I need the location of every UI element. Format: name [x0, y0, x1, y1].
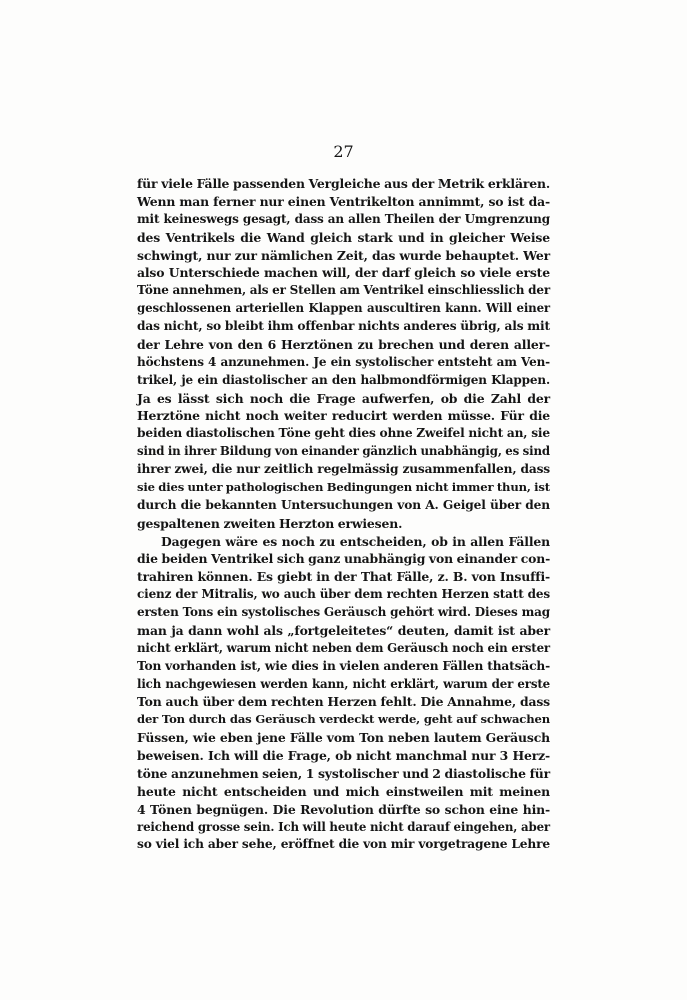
- text-line: Füssen, wie eben jene Fälle vom Ton neben lautem Geräusch: [137, 730, 550, 746]
- text-line: Ton vorhanden ist, wie dies in vielen anderen Fällen thatsäch-: [137, 658, 550, 673]
- text-line: durch die bekannten Untersuchungen von A. Geigel über den: [137, 497, 550, 512]
- text-line: also Unterschiede machen will, der darf gleich so viele erste: [137, 265, 550, 281]
- text-line: 4 Tönen begnügen. Die Revolution dürfte so schon eine hin-: [137, 801, 550, 817]
- text-line: töne anzunehmen seien, 1 systolischer und 2 diastolische für: [137, 765, 550, 781]
- text-line: Wenn man ferner nur einen Ventrikelton annimmt, so ist da-: [137, 193, 550, 209]
- text-line: ihrer zwei, die nur zeitlich regelmässig zusammenfallen, dass: [137, 462, 550, 476]
- text-line: gespaltenen zweiten Herzton erwiesen.: [137, 515, 403, 531]
- text-line: trikel, je ein diastolischer an den halbmondförmigen Klappen.: [137, 372, 550, 387]
- text-line: Ton auch über dem rechten Herzen fehlt. Die Annahme, dass: [137, 694, 550, 710]
- text-line: sie dies unter pathologischen Bedingungen nicht immer thun, ist: [137, 479, 550, 494]
- text-line: reichend grosse sein. Ich will heute nicht darauf eingehen, aber: [137, 819, 550, 834]
- text-line: das nicht, so bleibt ihm offenbar nichts anderes übrig, als mit: [137, 319, 550, 333]
- text-line: beweisen. Ich will die Frage, ob nicht manchmal nur 3 Herz-: [137, 748, 550, 763]
- text-line: cienz der Mitralis, wo auch über dem rechten Herzen statt des: [137, 587, 550, 602]
- text-line: die beiden Ventrikel sich ganz unabhängig von einander con-: [137, 551, 551, 567]
- text-line: geschlossenen arteriellen Klappen auscultiren kann. Will einer: [137, 301, 550, 316]
- text-line: nicht erklärt, warum nicht neben dem Geräusch noch ein erster: [137, 640, 550, 655]
- text-line: des Ventrikels die Wand gleich stark und in gleicher Weise: [137, 229, 550, 245]
- body-text: [137, 175, 550, 854]
- text-line: Töne annehmen, als er Stellen am Ventrikel einschliesslich der: [137, 283, 550, 298]
- text-line: trahiren können. Es giebt in der That Fälle, z. B. von Insuffi-: [137, 569, 550, 585]
- text-line: mit keineswegs gesagt, dass an allen Theilen der Umgrenzung: [137, 211, 550, 226]
- text-line: der Lehre von den 6 Herztönen zu brechen und deren aller-: [137, 336, 550, 352]
- text-line: so viel ich aber sehe, eröffnet die von mir vorgetragene Lehre: [137, 837, 550, 852]
- text-line: ersten Tons ein systolisches Geräusch gehört wird. Dieses mag: [137, 605, 550, 619]
- paragraph-start-line: Dagegen wäre es noch zu entscheiden, ob in allen Fällen: [161, 533, 550, 549]
- page-number: 27: [333, 142, 354, 161]
- text-line: schwingt, nur zur nämlichen Zeit, das wurde behauptet. Wer: [137, 247, 550, 263]
- text-line: der Ton durch das Geräusch verdeckt werde, geht auf schwachen: [137, 712, 550, 727]
- text-line: Herztöne nicht noch weiter reducirt werden müsse. Für die: [137, 408, 550, 424]
- text-line: lich nachgewiesen werden kann, nicht erklärt, warum der erste: [137, 676, 550, 691]
- text-line: sind in ihrer Bildung von einander gänzlich unabhängig, es sind: [137, 444, 550, 459]
- text-line: beiden diastolischen Töne geht dies ohne Zweifel nicht an, sie: [137, 426, 550, 441]
- text-line: höchstens 4 anzunehmen. Je ein systolischer entsteht am Ven-: [137, 354, 550, 369]
- text-line: heute nicht entscheiden und mich einstweilen mit meinen: [137, 783, 550, 799]
- text-line: für viele Fälle passenden Vergleiche aus der Metrik erklären.: [137, 176, 550, 191]
- text-line: man ja dann wohl als „fortgeleitetes“ deuten, damit ist aber: [137, 622, 550, 638]
- text-line: Ja es lässt sich noch die Frage aufwerfen, ob die Zahl der: [137, 390, 550, 406]
